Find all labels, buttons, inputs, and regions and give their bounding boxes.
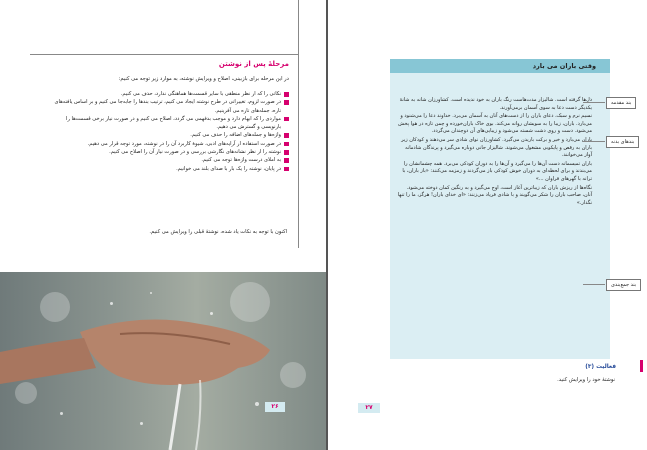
square-bullet-icon [284,158,289,163]
checklist [47,90,289,173]
essay-panel-header [390,59,610,73]
checklist-item: مواردی را که ابهام دارد و موجب بدفهمی می گردد، اصلاح می کنیم و در صورت نیاز برخی قسمت‌ها را بازنویسی و گسترش می دهیم. [47,115,289,132]
raindrop [255,402,259,406]
cupped-hand-icon [0,272,327,450]
square-bullet-icon [284,167,289,172]
square-bullet-icon [284,150,289,155]
essay-paragraph: نگاه‌ها از ریزش باران که زیباترین آغاز است، اوج می‌گیرد و به رنگین کمان دوخته می‌شود. آنان، صاحب باران را شکر می‌گویند و با شادی فریاد می‌زنند: «ای خدای باران! هرگز، ما را تنها نگذار.» [397,184,592,206]
section-title: مرحلهٔ پس از نوشتن [218,60,289,68]
checklist-item: به املای درست واژه‌ها توجه می کنیم. [47,156,289,164]
activity-title: فعالیت (۳) [585,364,616,370]
right-page [328,0,647,450]
checklist-item: در پایان، نوشته را یک بار با صدای بلند می خوانیم. [47,165,289,173]
square-bullet-icon [284,117,289,122]
page-frame-top [30,54,298,55]
essay-title: وقتی باران می بارد [532,62,596,70]
square-bullet-icon [284,92,289,97]
intro-label: بند مقدمه [606,97,636,109]
raindrop [150,292,152,294]
checklist-item: در صورت استفاده از آرایه‌های ادبی، شیوهٔ کاربرد آن را در نوشته، مورد توجه قرار می دهیم. [47,140,289,148]
square-bullet-icon [284,142,289,147]
section-intro: در این مرحله برای بازبینی، اصلاح و ویرایش نوشته، به موارد زیر توجه می کنیم: [118,76,289,82]
rain-hand-photo [0,272,327,450]
body-label: بندهای بدنه [606,136,639,148]
page-number: ۲۶ [265,402,285,412]
closing-instruction: اکنون با توجه به نکات یاد شده، نوشتهٔ قبلی را ویرایش می کنیم. [149,229,287,235]
raindrop [210,312,213,315]
essay-paragraph: باران می‌بارد و خیر و برکت باریدن می‌گیرد. کشاورزان نوای شادی سر می‌دهند و کودکان زیر باران به رقص و پایکوبی مشغول می‌شوند. شالیزار جانی دوباره می‌گیرد و پرندگان شادمانه آواز می‌خوانند. [401,136,592,159]
square-bullet-icon [284,133,289,138]
label-connector [583,141,605,142]
checklist-item: در صورت لزوم، تغییراتی در طرح نوشته ایجاد می کنیم، ترتیب بندها را جابه‌جا می کنیم و بر اساس یافته‌های تازه، جمله‌های تازه می آفرینیم. [47,98,289,115]
essay-paragraph: باران تمیسمانه دست آن‌ها را می‌گیرد و آن‌ها را به دوران کودکی می‌برد. همه چشمانشان را می‌بندند و برای لحظه‌ای به دوران خوش کودکی باز می‌گردند و زمزمه می‌کنند: «باز باران، با ترانه با گهرهای فراوان ...» [402,160,592,182]
checklist-item: نوشته را از نظر نشانه‌های نگارشی بررسی و در صورت نیاز آن را اصلاح می کنیم. [47,148,289,156]
essay-paragraph: نسیم نرم و سبک، دعای باران را از دست‌های آنان به آسمان می‌برد. خداوند دعا را می‌شنود و می‌بارد. باران، زیبا را به سویشان روانه می‌کند. بوی خاک باران‌خورده و چمن تازه در هوا پخش می‌شود. دست و روی دشت شسته می‌شود و زیبایی‌های آن دوچندان می‌گردد. [398,113,592,135]
conclusion-label: بند جمع‌بندی [606,279,641,291]
label-connector [583,102,605,103]
activity-marker [640,360,643,372]
activity-instruction: نوشتهٔ خود را ویرایش کنید. [557,377,615,383]
checklist-item: نکاتی را که از نظر منطقی با سایر قسمت‌ها هماهنگی ندارد، حذف می کنیم. [47,90,289,98]
essay-body [396,97,592,208]
raindrop [60,412,63,415]
checklist-item: واژه‌ها و جمله‌های اضافه را حذف می کنیم. [47,131,289,139]
page-number: ۲۷ [358,403,380,413]
essay-paragraph: دل‌ها گرفته است. شالیزار مدت‌هاست رنگ باران به خود ندیده است. کشاورزان شانه به شانهٔ یکدیگر دست دعا به سوی آسمان برمی‌آورند. [399,97,592,111]
raindrop [140,422,143,425]
label-connector [583,284,605,285]
page-frame-right [298,0,299,248]
square-bullet-icon [284,100,289,105]
raindrop [110,302,113,305]
